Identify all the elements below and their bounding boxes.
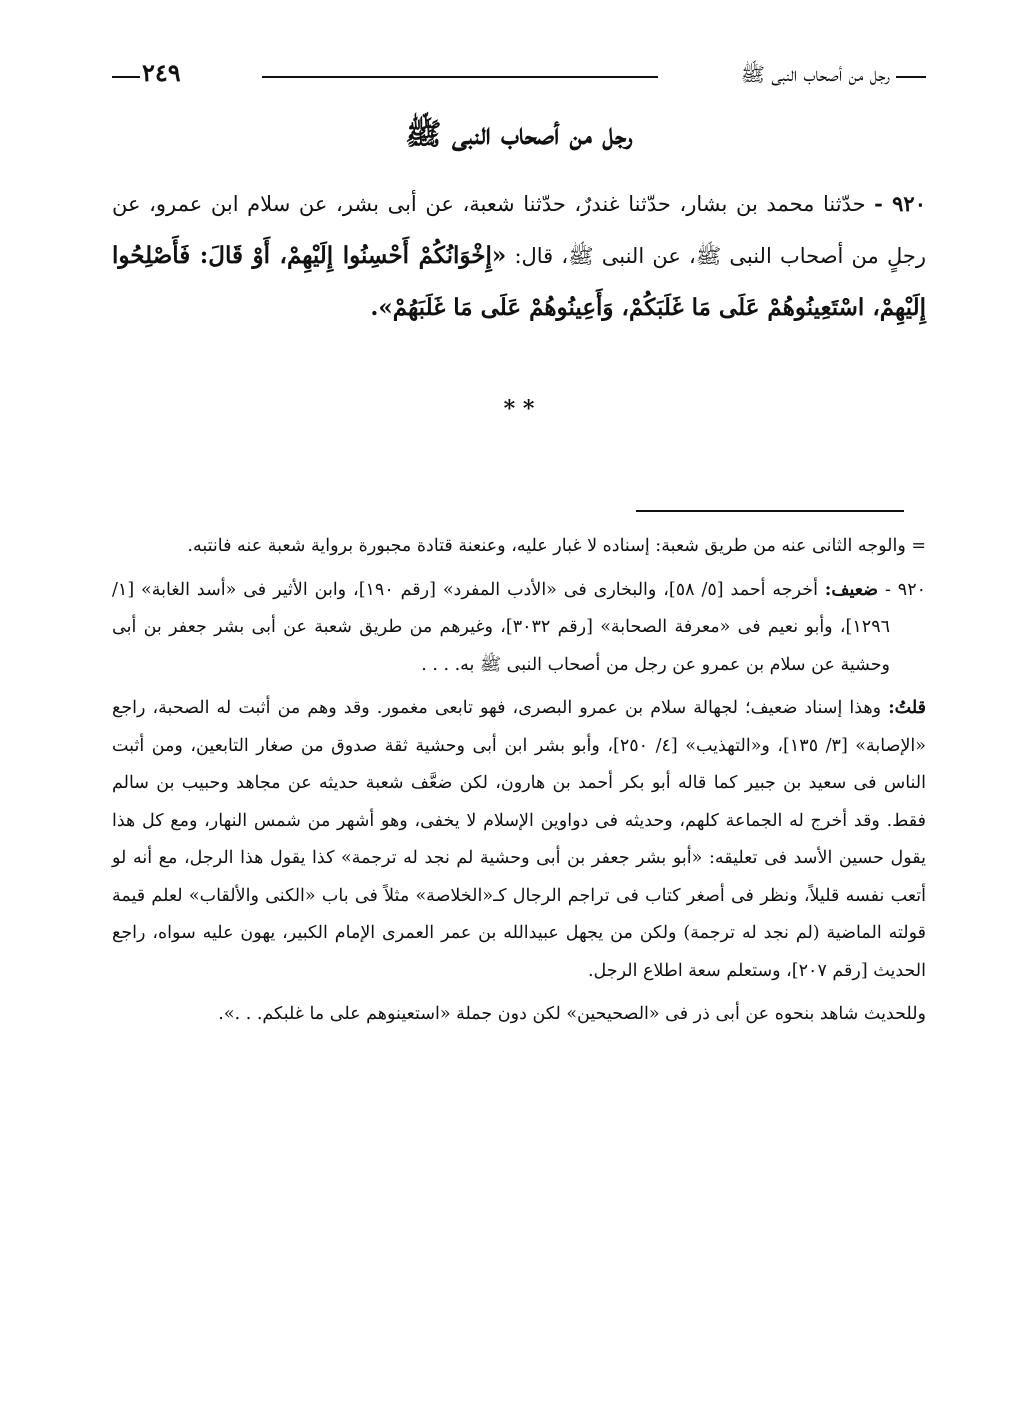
header-rule-middle [262,76,658,78]
takhrij-text: أخرجه أحمد [٥/ ٥٨]، والبخارى فى «الأدب المفرد» [رقم ١٩٠]، وابن الأثير فى «أسد الغابة» [١/ ١٢٩٦]، وأبو نعيم فى «معرفة الصحابة» [رقم ٣٠٣٢]، وغيرهم من طريق شعبة عن أبى بشر جعفر بن أبى وحشية عن سلام بن عمرو عن رجل من أصحاب النبى ﷺ به. . . . [112,579,890,675]
takhrij-lead: ضعيف: [824,579,879,600]
hadith-matn: «إِخْوَانُكُمْ أَحْسِنُوا إِلَيْهِمْ، أَوْ قَالَ: فَأَصْلِحُوا إِلَيْهِمْ، اسْتَعِينُوهُمْ عَلَى مَا غَلَبَكُمْ، وَأَعِينُوهُمْ عَلَى مَا غَلَبَهُمْ». [112,242,926,321]
footnote-continuation: = والوجه الثانى عنه من طريق شعبة: إسناده لا غبار عليه، وعنعنة قتادة مجبورة برواية شعبة عنه فانتبه. [187,536,926,556]
section-title: رجل من أصحاب النبى ﷺ [405,117,633,152]
running-title: رجل من أصحاب النبى ﷺ [740,62,890,86]
hadith-number: ٩٢٠ - [874,191,926,216]
page-header [112,58,926,92]
comment-lead: قلتُ: [888,698,926,718]
footnote-comment [112,690,926,990]
section-separator: * * [503,396,535,422]
hadith-isnad: حدّثنا محمد بن بشار، حدّثنا غندرٌ، حدّثنا شعبة، عن أبى بشر، عن سلام ابن عمرو، عن رجلٍ من أصحاب النبى ﷺ، عن النبى ﷺ، قال: [112,192,927,268]
hadith-text [112,178,926,334]
page-number: ٢٤٩ [142,58,181,87]
comment-text: وهذا إسناد ضعيف؛ لجهالة سلام بن عمرو البصرى، فهو تابعى مغمور. وقد وهم من أثبت له الصحبة، راجع «الإصابة» [٣/ ١٣٥]، و«التهذيب» [٤/ ٢٥٠]، وأبو بشر ابن أبى وحشية ثقة صدوق من صغار التابعين، ومن أثبت الناس فى سعيد بن جبير كما قاله أبو بكر أحمد بن هارون، لكن ضعَّف شعبة حديثه عن مجاهد وحبيب بن سالم فقط. وقد أخرج له الجماعة كلهم، وحديثه فى دواوين الإسلام لا يخفى، وهو أشهر من شمس النهار، ومع كل هذا يقول حسين الأسد فى تعليقه: «أبو بشر جعفر بن أبى وحشية لم نجد له ترجمة» كذا يقول هذا الرجل، مع أنه لو أتعب نفسه قليلاً، ونظر فى أصغر كتاب فى تراجم الرجال كـ«الخلاصة» مثلاً فى باب «الكنى والألقاب» لعلم قيمة قولته الماضية (لم نجد له ترجمة) ولكن من يجهل عبيدالله بن عمر العمرى الإمام الكبير، يهون عليه سواه، راجع الحديث [رقم ٢٠٧]، وستعلم سعة اطلاع الرجل. [112,698,926,981]
footnote-takhrij [112,572,926,685]
footnote-rule [636,510,904,512]
header-rule-right [896,76,926,78]
footnotes [112,528,926,1040]
header-rule-left [112,76,140,78]
takhrij-number: ٩٢٠ - [884,579,926,600]
footnote-witness: وللحديث شاهد بنحوه عن أبى ذر فى «الصحيحين» لكن دون جملة «استعينوهم على ما غلبكم. . .». [218,1004,926,1024]
